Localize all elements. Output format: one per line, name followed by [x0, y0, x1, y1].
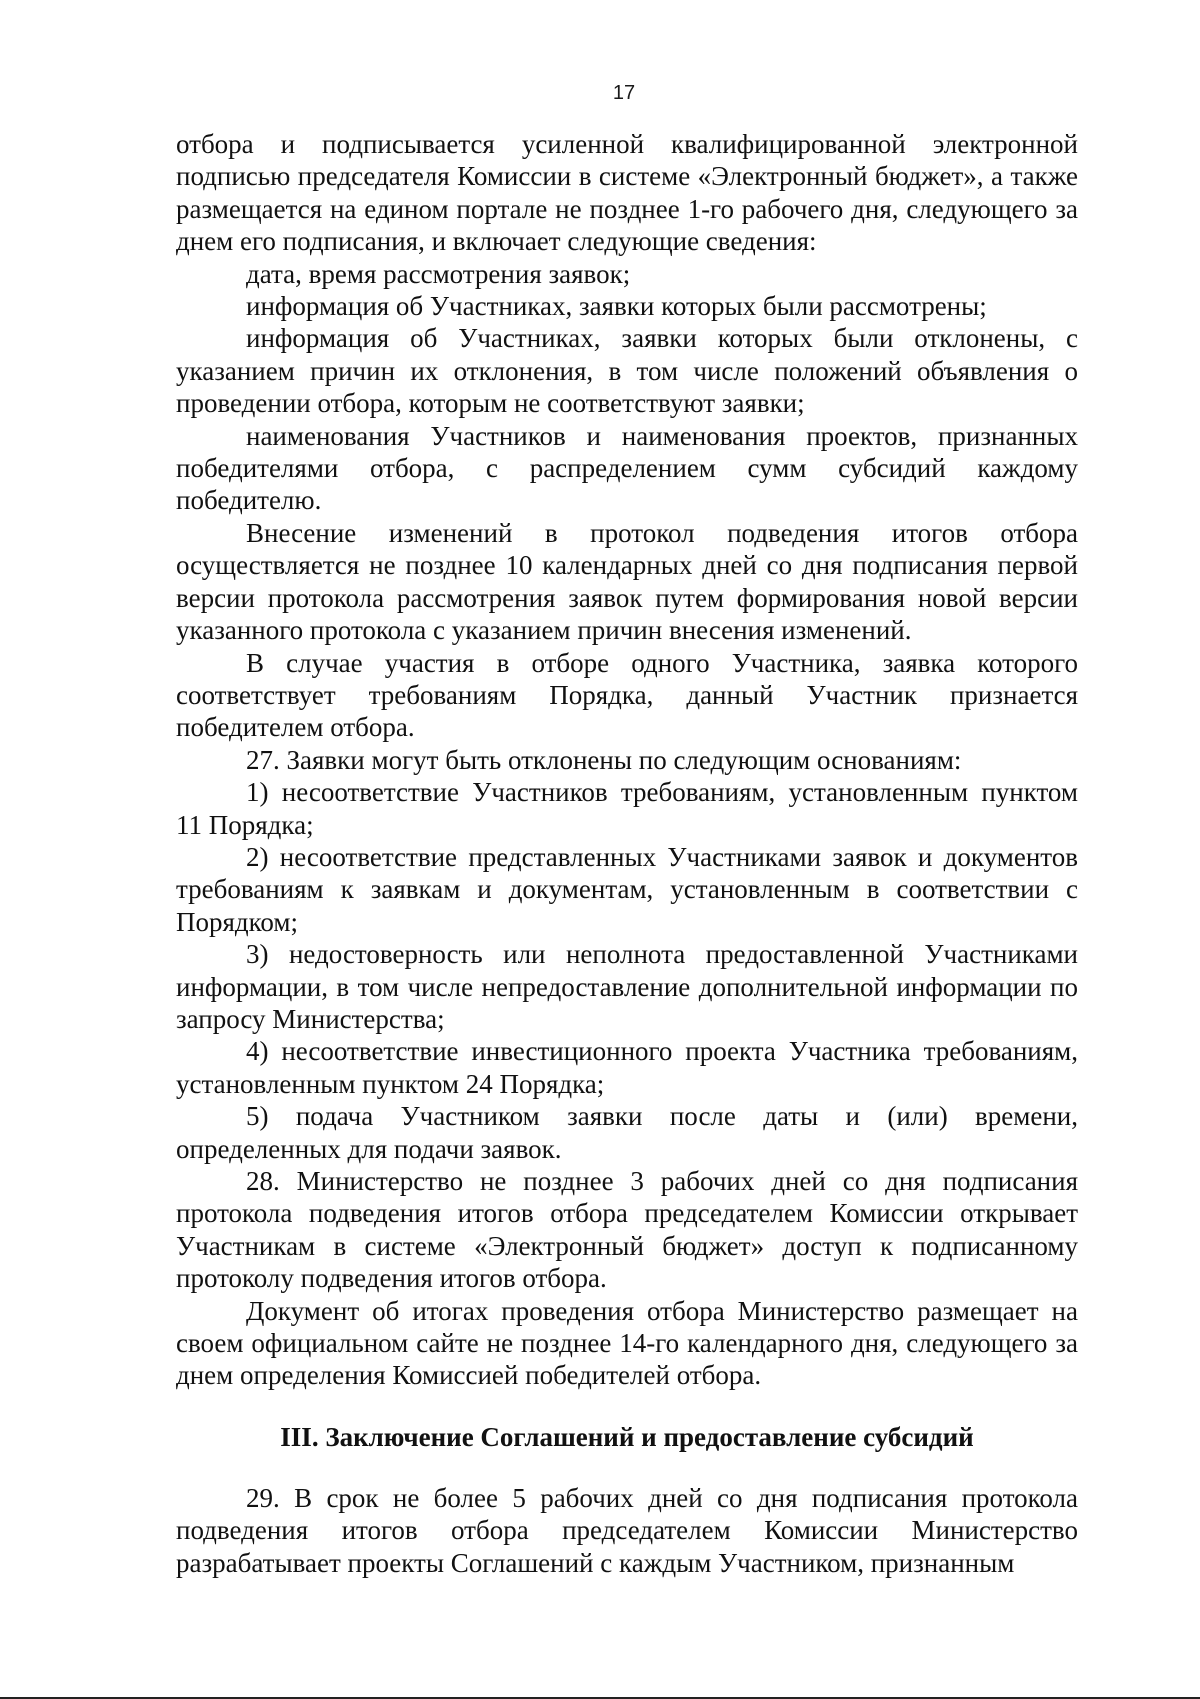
clause-27: 27. Заявки могут быть отклонены по следующим основаниям: — [246, 744, 962, 775]
list-item-winners: наименования Участников и наименования проектов, признанных победителями отбора, с распределением сумм субсидий каждому победителю. — [176, 420, 1078, 516]
list-item-rejected-participants: информация об Участниках, заявки которых были отклонены, с указанием причин их отклонения, в том числе положений объявления о проведении отбора, которым не соответствуют заявки; — [176, 323, 1078, 419]
paragraph-results-document: Документ об итогах проведения отбора Министерство размещает на своем официальном сайте не позднее 14-го календарного дня, следующего за днем определения Комиссией победителей отбора. — [176, 1295, 1078, 1391]
clause-27-item-5: 5) подача Участником заявки после даты и (или) времени, определенных для подачи заявок. — [176, 1101, 1078, 1164]
list-item-date-time: дата, время рассмотрения заявок; — [246, 258, 631, 289]
paragraph-single-participant: В случае участия в отборе одного Участника, заявка которого соответствует требованиям Порядка, данный Участник признается победителем отбора. — [176, 647, 1078, 743]
clause-28: 28. Министерство не позднее 3 рабочих дней со дня подписания протокола подведения итогов отбора председателем Комиссии открывает Участникам в системе «Электронный бюджет» доступ к подписанному протоколу подведения итогов отбора. — [176, 1166, 1078, 1294]
paragraph-protocol-changes: Внесение изменений в протокол подведения итогов отбора осуществляется не позднее 10 календарных дней со дня подписания первой версии протокола рассмотрения заявок путем формирования новой версии указанного протокола с указанием причин внесения изменений. — [176, 517, 1078, 646]
document-body — [176, 128, 1078, 1579]
clause-29: 29. В срок не более 5 рабочих дней со дня подписания протокола подведения итогов отбора председателем Комиссии Министерство разрабатывает проекты Соглашений с каждым Участником, признанным — [176, 1482, 1078, 1578]
clause-27-item-2: 2) несоответствие представленных Участниками заявок и документов требованиям к заявкам и документам, установленным в соответствии с Порядком; — [176, 841, 1078, 937]
paragraphs-bottom — [176, 1482, 1078, 1579]
clause-27-item-4: 4) несоответствие инвестиционного проекта Участника требованиям, установленным пунктом 24 Порядка; — [176, 1036, 1078, 1099]
clause-27-item-1: 1) несоответствие Участников требованиям, установленным пунктом 11 Порядка; — [176, 777, 1078, 840]
clause-27-item-3: 3) недостоверность или неполнота предоставленной Участниками информации, в том числе непредоставление дополнительной информации по запросу Министерства; — [176, 939, 1078, 1034]
paragraph-continuation: отбора и подписывается усиленной квалифицированной электронной подписью председателя Комиссии в системе «Электронный бюджет», а также размещается на едином портале не позднее 1-го рабочего дня, следующего за днем его подписания, и включает следующие сведения: — [176, 129, 1078, 257]
page-number: 17 — [612, 82, 636, 104]
paragraphs-top — [176, 128, 1078, 1392]
list-item-reviewed-participants: информация об Участниках, заявки которых были рассмотрены; — [246, 291, 987, 322]
section-heading: III. Заключение Соглашений и предоставление субсидий — [280, 1421, 974, 1452]
